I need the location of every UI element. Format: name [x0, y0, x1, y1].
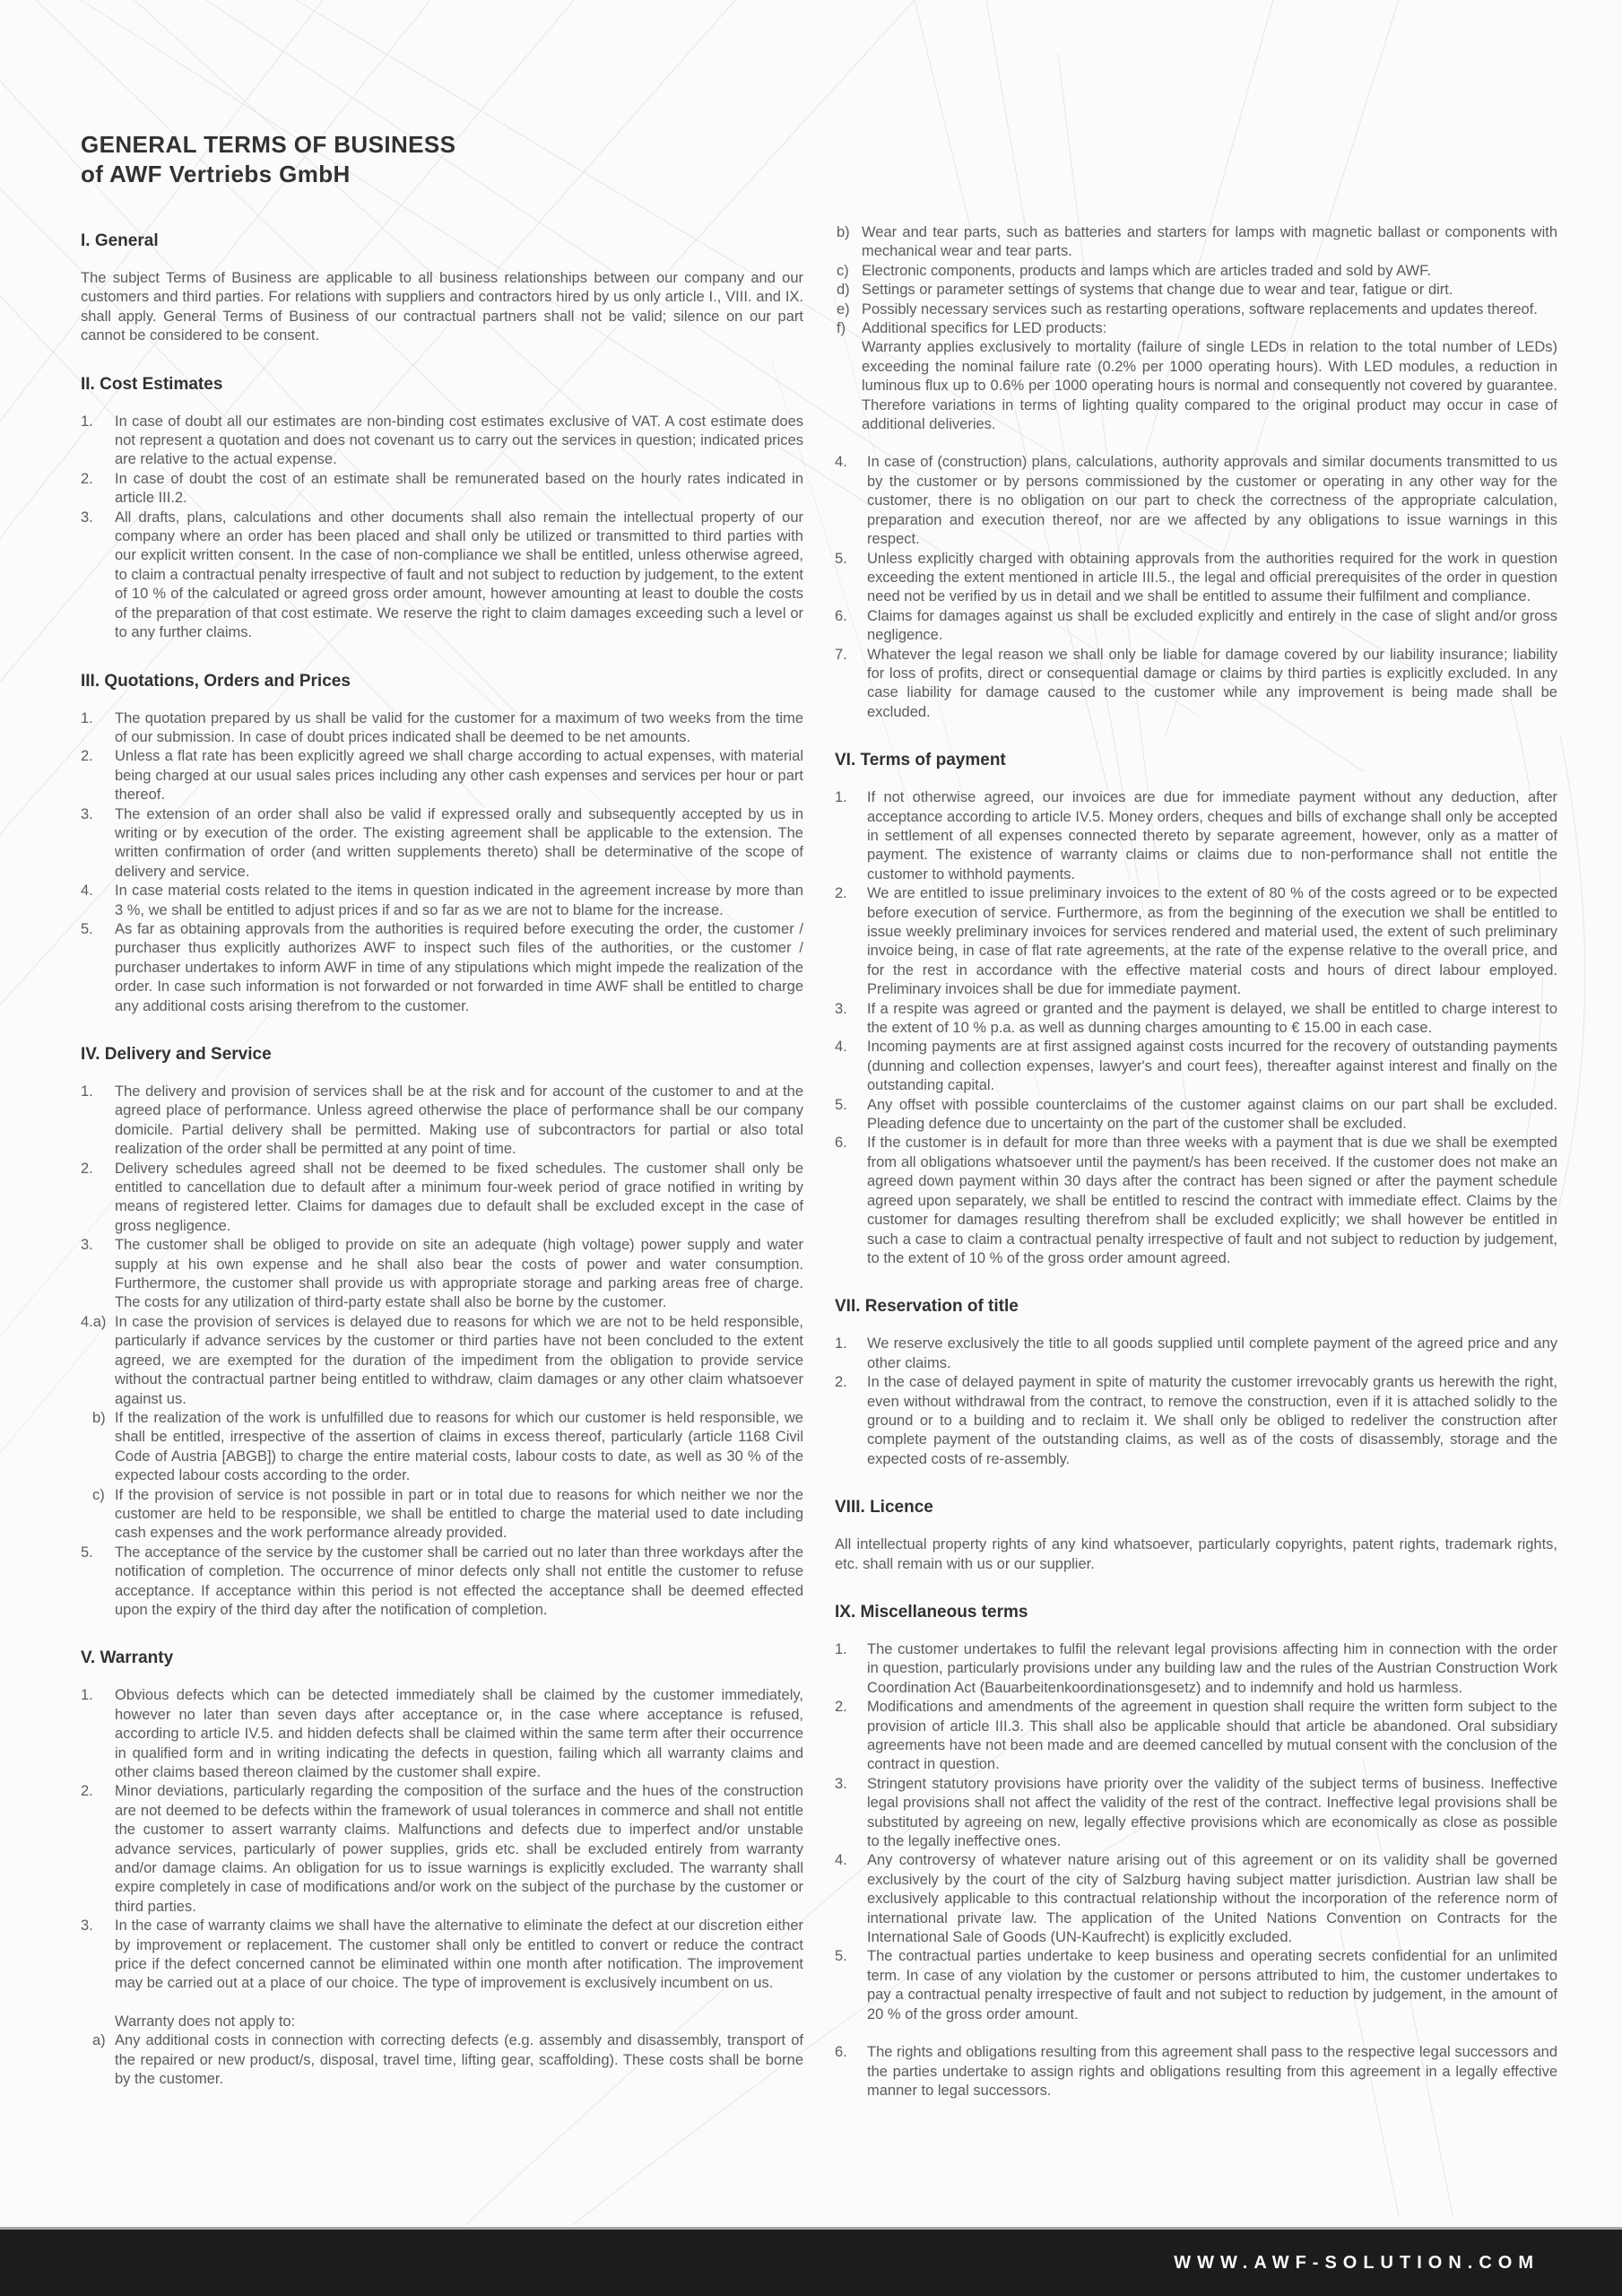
list-item-marker: 5. [81, 1544, 93, 1561]
list-item-text: Stringent statutory provisions have priority over the validity of the subject terms of business. Ineffective legal provisions shall not affect the validity of the rest of the contract. Ineffective legal provisions shall be substituted by agreeing on new, legally effective provisions which are economically as close as possible to the legally ineffective ones. [867, 1775, 1557, 1850]
list-item-text: The contractual parties undertake to keep business and operating secrets confidential for an unlimited term. In case of any violation by the customer or persons attributed to him, the customer undertakes to pay a contractual penalty irrespective of fault and not subject to reduction by judgement, in the amount of 20 % of the gross order amount. [867, 1948, 1557, 2022]
page-title-line2: of AWF Vertriebs GmbH [81, 161, 351, 187]
left-column [81, 223, 803, 2090]
list-item-text: Minor deviations, particularly regarding the composition of the surface and the hues of the construction are not deemed to be defects within the framework of usual tolerances in commerce and shall not entitle the customer to assert warranty claims. Malfunctions and defects due to imperfect and/or unstable advance services, particularly of power supplies, grids etc. shall be excluded entirely from warranty and/or damage claims. An obligation for us to issue warnings is explicitly excluded. The warranty shall expire completely in case of modifications and/or work on the subject of the purchase by the customer or third parties. [115, 1783, 803, 1915]
list-item [835, 300, 1557, 319]
list-item-text: In case of doubt all our estimates are non-binding cost estimates exclusive of VAT. A cost estimate does not represent a quotation and does not covenant us to carry out the services in question; indicated prices are relative to the actual expense. [115, 413, 803, 468]
two-column-layout [81, 223, 1557, 2100]
list-item-marker: 3. [81, 1918, 93, 1935]
list-item [81, 1486, 803, 1544]
list-item [81, 1782, 803, 1917]
list-item-text: Settings or parameter settings of systems that change due to wear and tear, fatigue or dirt. [862, 282, 1453, 299]
list-item-marker: c) [837, 262, 849, 279]
list-item-marker: 5. [835, 1948, 847, 1965]
list-item [835, 1373, 1557, 1469]
list-item [835, 2043, 1557, 2100]
list-item-text: Additional specifics for LED products: [862, 320, 1107, 337]
list-item-text: Incoming payments are at first assigned against costs incurred for the recovery of outstanding payments (dunning and collection expenses, lawyer's and court fees), thereafter against interest and finally on the outstanding capital. [867, 1039, 1557, 1094]
list-item-marker: a) [92, 2032, 106, 2049]
list-item [835, 1134, 1557, 1268]
list-item-text: The quotation prepared by us shall be valid for the customer for a maximum of two weeks from the time of our submission. In case of doubt prices indicated shall be deemed to be net amounts. [115, 709, 803, 745]
list-item-marker: 7. [835, 646, 847, 663]
list-item-marker: 5. [835, 1096, 847, 1113]
list-item-marker: 4. [835, 454, 847, 471]
list-item-text: If a respite was agreed or granted and the payment is delayed, we shall be entitled to charge interest to the extent of 10 % p.a. as well as dunning charges amounting to € 15.00 in each case. [867, 1000, 1557, 1037]
section-heading: IX. Miscellaneous terms [835, 1602, 1028, 1622]
footer-website-url: WWW.AWF-SOLUTION.COM [1174, 2252, 1540, 2273]
list-item [835, 223, 1557, 262]
list-item [81, 413, 803, 470]
list-item-text: Unless explicitly charged with obtaining approvals from the authorities required for the work in question exceeding the extent mentioned in article III.5., the legal and official prerequisites of the order in question need not be verified by us in detail and we shall be entitled to assume their fulfilment and compliance. [867, 550, 1557, 605]
list-item-marker: 5. [835, 550, 847, 567]
section-heading: VI. Terms of payment [835, 751, 1006, 770]
list-item-marker: 1. [81, 1687, 93, 1704]
list-item-marker: f) [837, 320, 846, 337]
list-item [81, 470, 803, 509]
list-item-marker: 4. [835, 1852, 847, 1869]
paragraph: All intellectual property rights of any kind whatsoever, particularly copyrights, patent rights, trademark rights, etc. shall remain with us or our supplier. [835, 1536, 1557, 1572]
list-item-text: Delivery schedules agreed shall not be deemed to be fixed schedules. The customer shall only be entitled to cancellation due to default after a minimum four-week period of grace notified in writing by means of registered letter. Claims for damages due to default shall be excluded except in the case of gross negligence. [115, 1160, 803, 1234]
section-heading: VII. Reservation of title [835, 1297, 1019, 1317]
list-item [835, 1947, 1557, 2024]
list-item [81, 1544, 803, 1621]
list-item-marker: 4. [835, 1039, 847, 1056]
list-item [835, 453, 1557, 549]
list-item-text: Whatever the legal reason we shall only be liable for damage covered by our liability insurance; liability for loss of profits, direct or consequential damage or claims by third parties is explicitly excluded. In any case liability for damage caused to the customer while any improvement is being made shall be excluded. [867, 646, 1557, 720]
page-title-line1: GENERAL TERMS OF BUSINESS [81, 131, 456, 158]
list-item-text: Any offset with possible counterclaims of the customer against claims on our part shall be excluded. Pleading defence due to uncertainty on the part of the customer shall be excluded. [867, 1096, 1557, 1133]
list-item-marker: 1. [835, 789, 847, 806]
section-heading: V. Warranty [81, 1648, 174, 1668]
section-heading: III. Quotations, Orders and Prices [81, 671, 351, 691]
section-heading: IV. Delivery and Service [81, 1045, 272, 1064]
list-item-marker: 1. [81, 1083, 93, 1100]
list-item [81, 1686, 803, 1782]
list-item-marker: 1. [81, 413, 93, 430]
list-item-text: Electronic components, products and lamps which are articles traded and sold by AWF. [862, 262, 1431, 279]
list-item-marker: 3. [835, 1000, 847, 1017]
list-item [81, 1409, 803, 1486]
list-item-marker: 4.a) [81, 1313, 107, 1330]
right-column [835, 223, 1557, 2100]
section-heading: II. Cost Estimates [81, 374, 223, 394]
list-item-text: If the customer is in default for more than three weeks with a payment that is due we shall be exempted from all obligations whatsoever until the payment/s has been received. If the customer does not make an agreed down payment within 30 days after the contract has been signed or after the payment schedule agreed upon separately, we shall be entitled to rescind the contract with immediate effect. Claims by the customer for damages resulting therefrom shall be excluded explicitly; we shall however be entitled in such a case to claim a contractual penalty irrespective of fault and not subject to reduction by judgement, to the extent of 10 % of the gross order amount agreed. [867, 1135, 1557, 1266]
list-item [81, 1160, 803, 1237]
list-item-text: The customer shall be obliged to provide on site an adequate (high voltage) power supply and water supply at his own expense and he shall also bear the costs of power and water consumption. Furthermore, the customer shall provide us with appropriate storage and parking areas free of charge. The costs for any utilization of third-party estate shall also be borne by the customer. [115, 1237, 803, 1311]
list-item-marker: 2. [81, 748, 93, 765]
list-item-text: The rights and obligations resulting from this agreement shall pass to the respective legal successors and the parties undertake to assign rights and obligations resulting from this agreement in a legally effective manner to legal successors. [867, 2044, 1557, 2099]
list-item [835, 1851, 1557, 1947]
list-item-marker: 3. [81, 805, 93, 822]
list-item-marker: 1. [81, 709, 93, 726]
list-item-marker: c) [92, 1486, 105, 1503]
list-item-marker: e) [837, 300, 850, 317]
list-item-marker: 1. [835, 1335, 847, 1352]
list-item [81, 2031, 803, 2089]
list-item-text: All drafts, plans, calculations and other documents shall also remain the intellectual property of our company where an order has been placed and shall only be utilized or transmitted to third parties with our explicit written consent. In the case of non-compliance we shall be entitled, unless otherwise agreed, to claim a contractual penalty irrespective of fault and not subject to reduction by judgement, to the extent of 10 % of the calculated or agreed gross order amount, however amounting at least to double the costs of the preparation of that cost estimate. We reserve the right to claim damages exceeding such a level or to any further claims. [115, 509, 803, 641]
list-item-marker: 2. [81, 1783, 93, 1800]
list-item-text: Unless a flat rate has been explicitly agreed we shall charge according to actual expenses, with material being charged at our usual sales prices including any other cash expenses and services per hour or part thereof. [115, 748, 803, 804]
list-item-text: In the case of delayed payment in spite of maturity the customer irrevocably grants us herewith the right, even without withdrawal from the contract, to remove the construction, even if it is attached solidly to the ground or to a building and to reclaim it. We shall only be obliged to redeliver the construction after complete payment of the outstanding claims, as well as of the costs of disassembly, storage and the expected costs of re-assembly. [867, 1374, 1557, 1467]
list-item-text: Modifications and amendments of the agreement in question shall require the written form subject to the provision of article III.3. This shall also be applicable should that article be abandoned. Oral subsidiary agreements have not been made and are deemed cancelled by mutual consent with the conclusion of the contract in question. [867, 1699, 1557, 1773]
list-item [835, 607, 1557, 646]
list-item-text: Wear and tear parts, such as batteries and starters for lamps with magnetic ballast or components with mechanical wear and tear parts. [862, 224, 1557, 260]
list-item [81, 1236, 803, 1313]
list-item [81, 747, 803, 804]
list-item [81, 882, 803, 920]
list-item [81, 709, 803, 748]
list-item-marker: 2. [81, 470, 93, 487]
list-item-text: The delivery and provision of services shall be at the risk and for account of the customer to and at the agreed place of performance. Unless agreed otherwise the place of performance shall be our company domicile. Partial delivery shall be permitted. Making use of subcontractors for partial or also total realization of the order shall be permitted at any point of time. [115, 1083, 803, 1158]
list-item-marker: 3. [81, 1237, 93, 1254]
list-item-text: The customer undertakes to fulfil the relevant legal provisions affecting him in connection with the order in question, particularly provisions under any building law and the rules of the Austrian Construction Work Coordination Act (Bauarbeitenkoordinationsgesetz) and to indemnify and hold us harmless. [867, 1640, 1557, 1696]
list-item [835, 1038, 1557, 1095]
list-item [81, 1313, 803, 1409]
list-item [81, 1917, 803, 1994]
list-item [835, 281, 1557, 300]
list-item-marker: 2. [835, 885, 847, 902]
list-item-text: If not otherwise agreed, our invoices are due for immediate payment without any deduction, after acceptance according to article IV.5. Money orders, cheques and bills of exchange shall only be accepted in settlement of all expenses connected thereto by separate agreement, however, only as a matter of payment. The existence of warranty claims or claims due to non-performance shall not entitle the customer to withhold payments. [867, 789, 1557, 883]
list-item-marker: 2. [81, 1160, 93, 1177]
list-item-marker: 6. [835, 607, 847, 624]
list-item-text: If the provision of service is not possible in part or in total due to reasons for which neither we nor the customer are held to be responsible, we shall be entitled to charge the material used to date including cash expenses and the work performance already provided. [115, 1486, 803, 1542]
list-item-text: In case material costs related to the items in question indicated in the agreement increase by more than 3 %, we shall be entitled to adjust prices if and so far as we are not to blame for the increase. [115, 883, 803, 918]
continuation-paragraph: Warranty does not apply to: [115, 2013, 296, 2030]
list-item [835, 646, 1557, 723]
list-item-text: In case the provision of services is delayed due to reasons for which we are not to be held responsible, particularly if advance services by the customer or third parties have not been concluded to the extent agreed, we are exempted for the duration of the impediment from the obligation to provide service without the contractual partner being entitled to withdraw, claim damages or any other claim whatsoever against us. [115, 1313, 803, 1407]
list-item [835, 788, 1557, 884]
list-item-text: Claims for damages against us shall be excluded explicitly and entirely in the case of slight and/or gross negligence. [867, 607, 1557, 644]
list-item-marker: 3. [835, 1775, 847, 1792]
list-item-text: The acceptance of the service by the customer shall be carried out no later than three workdays after the notification of completion. The occurrence of minor defects only shall not entitle the customer to refuse acceptance. If acceptance within this period is not effected the acceptance shall be deemed effected upon the expiry of the third day after the notification of completion. [115, 1544, 803, 1618]
section-heading: VIII. Licence [835, 1498, 933, 1518]
list-item-text: Any controversy of whatever nature arising out of this agreement or on its validity shall be governed exclusively by the court of the city of Salzburg having subject matter jurisdiction. Austrian law shall be exclusively applicable to this contractual relationship without the incorporation of the reference norm of international private law. The application of the United Nations Convention on Contracts for the International Sale of Goods (UN-Kaufrecht) is explicitly excluded. [867, 1852, 1557, 1946]
list-item [835, 884, 1557, 999]
list-item [835, 262, 1557, 281]
list-item-marker: 4. [81, 883, 93, 900]
list-item-text: As far as obtaining approvals from the authorities is required before executing the order, the customer / purchaser thus explicitly authorizes AWF to inspect such files of the authorities, or the customer / purchaser undertakes to inform AWF in time of any stipulations which might impede the realization of the order. In case such information is not forwarded or not forwarded in time AWF shall be entitled to charge any additional costs arising therefrom to the customer. [115, 920, 803, 1014]
section-heading: I. General [81, 231, 159, 250]
list-item-text: Any additional costs in connection with correcting defects (e.g. assembly and disassembly, transport of the repaired or new product/s, disposal, travel time, lifting gear, scaffolding). These costs shall be borne by the customer. [115, 2032, 803, 2088]
list-item-text: If the realization of the work is unfulfilled due to reasons for which our customer is held responsible, we shall be entitled, irrespective of the assertion of claims in excess thereof, particularly (article 1168 Civil Code of Austria [ABGB]) to charge the entire material costs, labour costs to date, as well as 30 % of the expected labour costs according to the order. [115, 1409, 803, 1484]
list-item-marker: 2. [835, 1699, 847, 1716]
list-item-marker: 5. [81, 920, 93, 937]
list-item [835, 550, 1557, 607]
list-item-text: The extension of an order shall also be valid if expressed orally and subsequently accepted by us in writing or by execution of the order. The existing agreement shall be applicable to the extension. The written confirmation of order (and written supplements thereto) shall be determinative of the scope of delivery and service. [115, 805, 803, 880]
list-item-text: In the case of warranty claims we shall have the alternative to eliminate the defect at our discretion either by improvement or replacement. The customer shall only be entitled to convert or reduce the contract price if the defect concerned cannot be eliminated within one month after notification. The improvement may be carried out at a place of our choice. The type of improvement is exclusively incumbent on us. [115, 1918, 803, 1992]
continuation-paragraph: Warranty applies exclusively to mortality (failure of single LEDs in relation to the total number of LEDs) exceeding the nominal failure rate (0.2% per 1000 operating hours). With LED modules, a reduction in luminous flux up to 0.6% per 1000 operating hours is normal and consequently not covered by guarantee. Therefore variations in terms of lighting quality compared to the original product may occur in case of additional deliveries. [862, 339, 1557, 433]
list-item [81, 1083, 803, 1160]
list-item-marker: 3. [81, 509, 93, 526]
list-item [81, 805, 803, 883]
list-item-marker: d) [837, 282, 850, 299]
list-item-text: We are entitled to issue preliminary invoices to the extent of 80 % of the costs agreed or to be expected before execution of service. Furthermore, as from the beginning of the execution we shall be entitled to issue weekly preliminary invoices for services rendered and material used, the extent of such preliminary invoice being, in case of flat rate agreements, at the rate of the expense relative to the overall price, and for the rest in accordance with the effective material costs and hours of direct labour employed. Preliminary invoices shall be due for immediate payment. [867, 885, 1557, 998]
list-item-marker: 6. [835, 2044, 847, 2061]
list-item [835, 1000, 1557, 1039]
list-item [81, 509, 803, 643]
list-item [835, 1335, 1557, 1373]
list-item-marker: 2. [835, 1374, 847, 1391]
list-item-text: In case of doubt the cost of an estimate shall be remunerated based on the hourly rates indicated in article III.2. [115, 470, 803, 507]
list-item [835, 1096, 1557, 1135]
list-item [835, 1698, 1557, 1775]
list-item-marker: b) [92, 1409, 106, 1426]
footer-bar [0, 2227, 1622, 2296]
page-title [81, 130, 1548, 189]
list-item [835, 1640, 1557, 1698]
list-item [81, 920, 803, 1016]
paragraph: The subject Terms of Business are applicable to all business relationships between our company and our customers and third parties. For relations with suppliers and contractors hired by us only article I., VIII. and IX. shall apply. General Terms of Business of our contractual partners shall not be valid; silence on our part cannot be considered to be consent. [81, 270, 803, 344]
list-item-text: Possibly necessary services such as restarting operations, software replacements and updates thereof. [862, 300, 1538, 317]
list-item-marker: 6. [835, 1135, 847, 1152]
list-item-marker: b) [837, 224, 850, 240]
list-item-text: We reserve exclusively the title to all goods supplied until complete payment of the agreed price and any other claims. [867, 1335, 1557, 1371]
list-item-marker: 1. [835, 1640, 847, 1657]
list-item-text: In case of (construction) plans, calculations, authority approvals and similar documents transmitted to us by the customer or by persons commissioned by the customer or operating in any other way for the customer, there is no obligation on our part to check the correctness of the appropriate calculation, preparation and execution thereof, nor are we affected by any obligations to issue warnings in this respect. [867, 454, 1557, 548]
list-item [835, 319, 1557, 338]
list-item-text: Obvious defects which can be detected immediately shall be claimed by the customer immediately, however no later than seven days after acceptance or, in the case where acceptance is refused, according to article IV.5. and hidden defects shall be claimed within the same term after their occurrence in qualified form and in writing indicating the defects in question, failing which all warranty claims and other claims based thereon claimed by the customer shall expire. [115, 1687, 803, 1780]
list-item [835, 1775, 1557, 1852]
